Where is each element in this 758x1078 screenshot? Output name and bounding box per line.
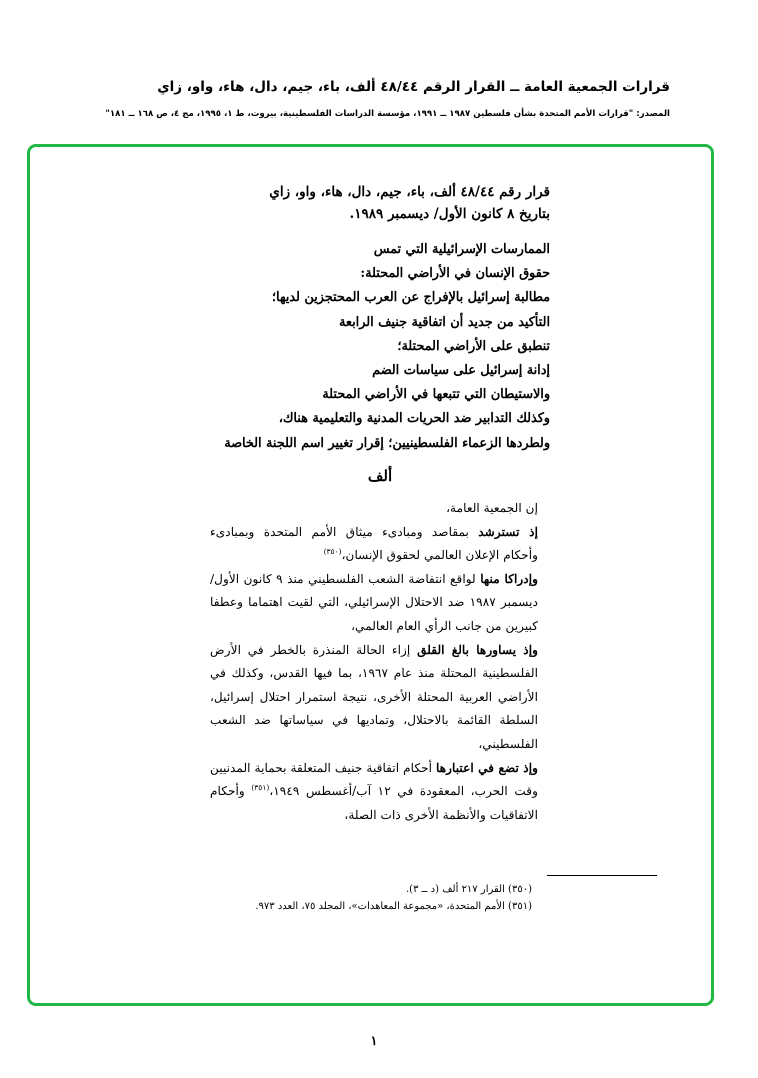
paragraph-lead: إذ تسترشد <box>478 524 538 539</box>
subject-line: الممارسات الإسرائيلية التي تمس <box>373 242 550 257</box>
paragraph-text: بمقاصد ومبادىء ميثاق الأمم المتحدة وبمبادىء وأحكام الإعلان العالمي لحقوق الإنسان، <box>210 524 538 563</box>
subject-line: التأكيد من جديد أن اتفاقية جنيف الرابعة <box>339 314 550 330</box>
resolution-number-line: قرار رقم ٤٨/٤٤ ألف، باء، جيم، دال، هاء، واو، زاي <box>269 184 550 200</box>
footnote-ref: (٣٥١) <box>251 783 270 793</box>
subject-line: تنطبق على الأراضي المحتلة؛ <box>397 338 550 354</box>
preamble-paragraph-1 <box>210 521 550 568</box>
footnote: (٣٥٠) القرار ٢١٧ ألف (د ــ ٣). <box>405 884 532 895</box>
subject-line: مطالبة إسرائيل بالإفراج عن العرب المحتجزين لديها؛ <box>271 290 550 306</box>
page-number: ١ <box>370 1034 378 1049</box>
resolution-body <box>210 497 550 827</box>
subject-line: والاستيطان التي تتبعها في الأراضي المحتلة <box>322 387 550 403</box>
preamble-paragraph-2 <box>210 568 550 639</box>
footnote-ref: (٣٥٠) <box>323 547 342 557</box>
paragraph-text: إزاء الحالة المنذرة بالخطر في الأرض الفلسطينية المحتلة منذ عام ١٩٦٧، بما فيها القدس، وكذلك في الأراضي العربية المحتلة الأخرى، نتيجة استمرار احتلال إسرائيل، السلطة القائمة بالاحتلال، وتماديها في سياساتها ضد الشعب الفلسطيني، <box>210 642 538 751</box>
resolution-heading <box>210 181 550 225</box>
preamble-paragraph-3 <box>210 639 550 757</box>
subject-line: ولطردها الزعماء الفلسطينيين؛ إقرار تغيير اسم اللجنة الخاصة <box>224 435 550 451</box>
resolution-date-line: بتاريخ ٨ كانون الأول/ ديسمبر ١٩٨٩. <box>349 206 550 222</box>
paragraph-text: أحكام اتفاقية جنيف المتعلقة بحماية المدنيين وقت الحرب، المعقودة في ١٢ آب/أغسطس ١٩٤٩، <box>210 760 539 799</box>
document-header-title: قرارات الجمعية العامة ــ القرار الرقم ٤٨/٤٤ ألف، باء، جيم، دال، هاء، واو، زاي <box>157 79 670 95</box>
resolution-subject <box>210 238 550 456</box>
subject-line: حقوق الإنسان في الأراضي المحتلة: <box>360 266 550 282</box>
subject-line: وكذلك التدابير ضد الحريات المدنية والتعليمية هناك، <box>278 411 550 427</box>
paragraph-text: لواقع انتفاضة الشعب الفلسطيني منذ ٩ كانون الأول/ديسمبر ١٩٨٧ ضد الاحتلال الإسرائيلي، التي لقيت اهتماما وعطفا كبيرين من جانب الرأي العام العالمي، <box>210 571 539 633</box>
opening-clause: إن الجمعية العامة، <box>446 501 538 515</box>
preamble-paragraph-4 <box>210 757 550 828</box>
footnotes <box>112 881 532 915</box>
paragraph-lead: وإذ يساورها بالغ القلق <box>417 642 538 657</box>
paragraph-text: وأحكام الاتفاقيات والأنظمة الأخرى ذات الصلة، <box>210 784 538 822</box>
section-title: ألف <box>367 467 393 485</box>
footnote: (٣٥١) الأمم المتحدة، «مجموعة المعاهدات»، المجلد ٧٥، العدد ٩٧٣. <box>255 901 532 912</box>
footnote-separator <box>547 875 657 876</box>
document-source-line: المصدر: "قرارات الأمم المتحدة بشأن فلسطين ١٩٨٧ ــ ١٩٩١، مؤسسة الدراسات الفلسطينية، بيروت، ط ١، ١٩٩٥، مج ٤، ص ١٦٨ ــ ١٨١" <box>105 109 670 119</box>
paragraph-lead: وإذ تضع في اعتبارها <box>436 760 538 775</box>
subject-line: إدانة إسرائيل على سياسات الضم <box>372 363 550 379</box>
paragraph-lead: وإدراكا منها <box>480 571 538 586</box>
